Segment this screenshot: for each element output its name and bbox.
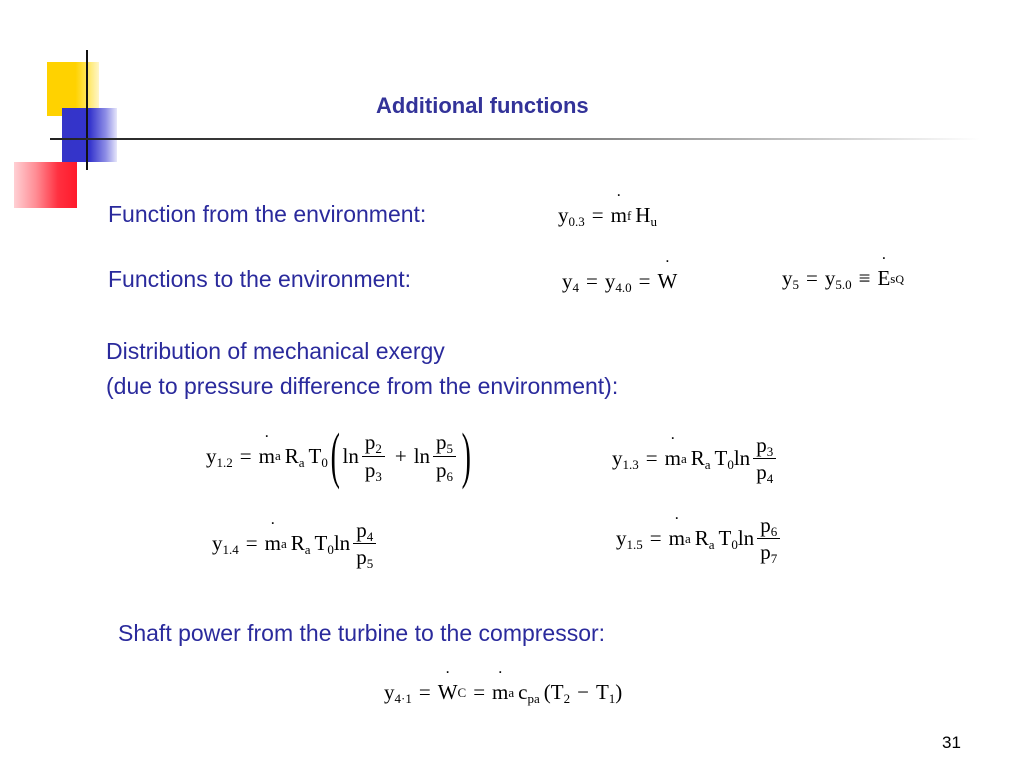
- equation-y5: $y_5$ = $y_{5.0}$ ≡ ˙ E s Q: [782, 266, 904, 291]
- distribution-heading-line1: Distribution of mechanical exergy: [106, 338, 445, 364]
- decor-horizontal-line: [50, 138, 980, 140]
- decor-red-square: [14, 162, 77, 208]
- functions-to-env-label: Functions to the environment:: [108, 266, 411, 292]
- equation-y13: $y_{1.3}$ = ˙ m a $R_a$ $T_0$ ln $\frac{p_3}{p_4}$: [612, 434, 779, 483]
- distribution-heading-line2: (due to pressure difference from the environment):: [106, 373, 619, 399]
- page-number: 31: [942, 733, 961, 752]
- decor-blue-square: [62, 108, 117, 162]
- equation-y41: $y_{4\cdot 1}$ = ˙ W C = ˙ m a $c_{pa}$ ($T_2$ − $T_1$): [384, 680, 622, 705]
- equation-y14: $y_{1.4}$ = ˙ m a $R_a$ $T_0$ ln $\frac{p_4}{p_5}$: [212, 519, 379, 568]
- shaft-power-label: Shaft power from the turbine to the compressor:: [118, 620, 606, 646]
- equation-y03: $y_{0.3}$ = ˙ m f $H_u$: [558, 203, 657, 228]
- function-from-env-label: Function from the environment:: [108, 201, 427, 227]
- slide-title: Additional functions: [376, 93, 589, 118]
- equation-y15: $y_{1.5}$ = ˙ m a $R_a$ $T_0$ ln $\frac{p_6}{p_7}$: [616, 514, 783, 563]
- equation-y4: $y_4$ = $y_{4.0}$ = ˙ W: [562, 269, 677, 294]
- decor-vertical-line: [86, 50, 88, 170]
- equation-y12: $y_{1.2}$ = ˙ m a $R_a$ $T_0$ ( ln $\frac{p_2}{p_3}$ + ln $\frac{p_5}{p_6}$ ): [206, 425, 474, 487]
